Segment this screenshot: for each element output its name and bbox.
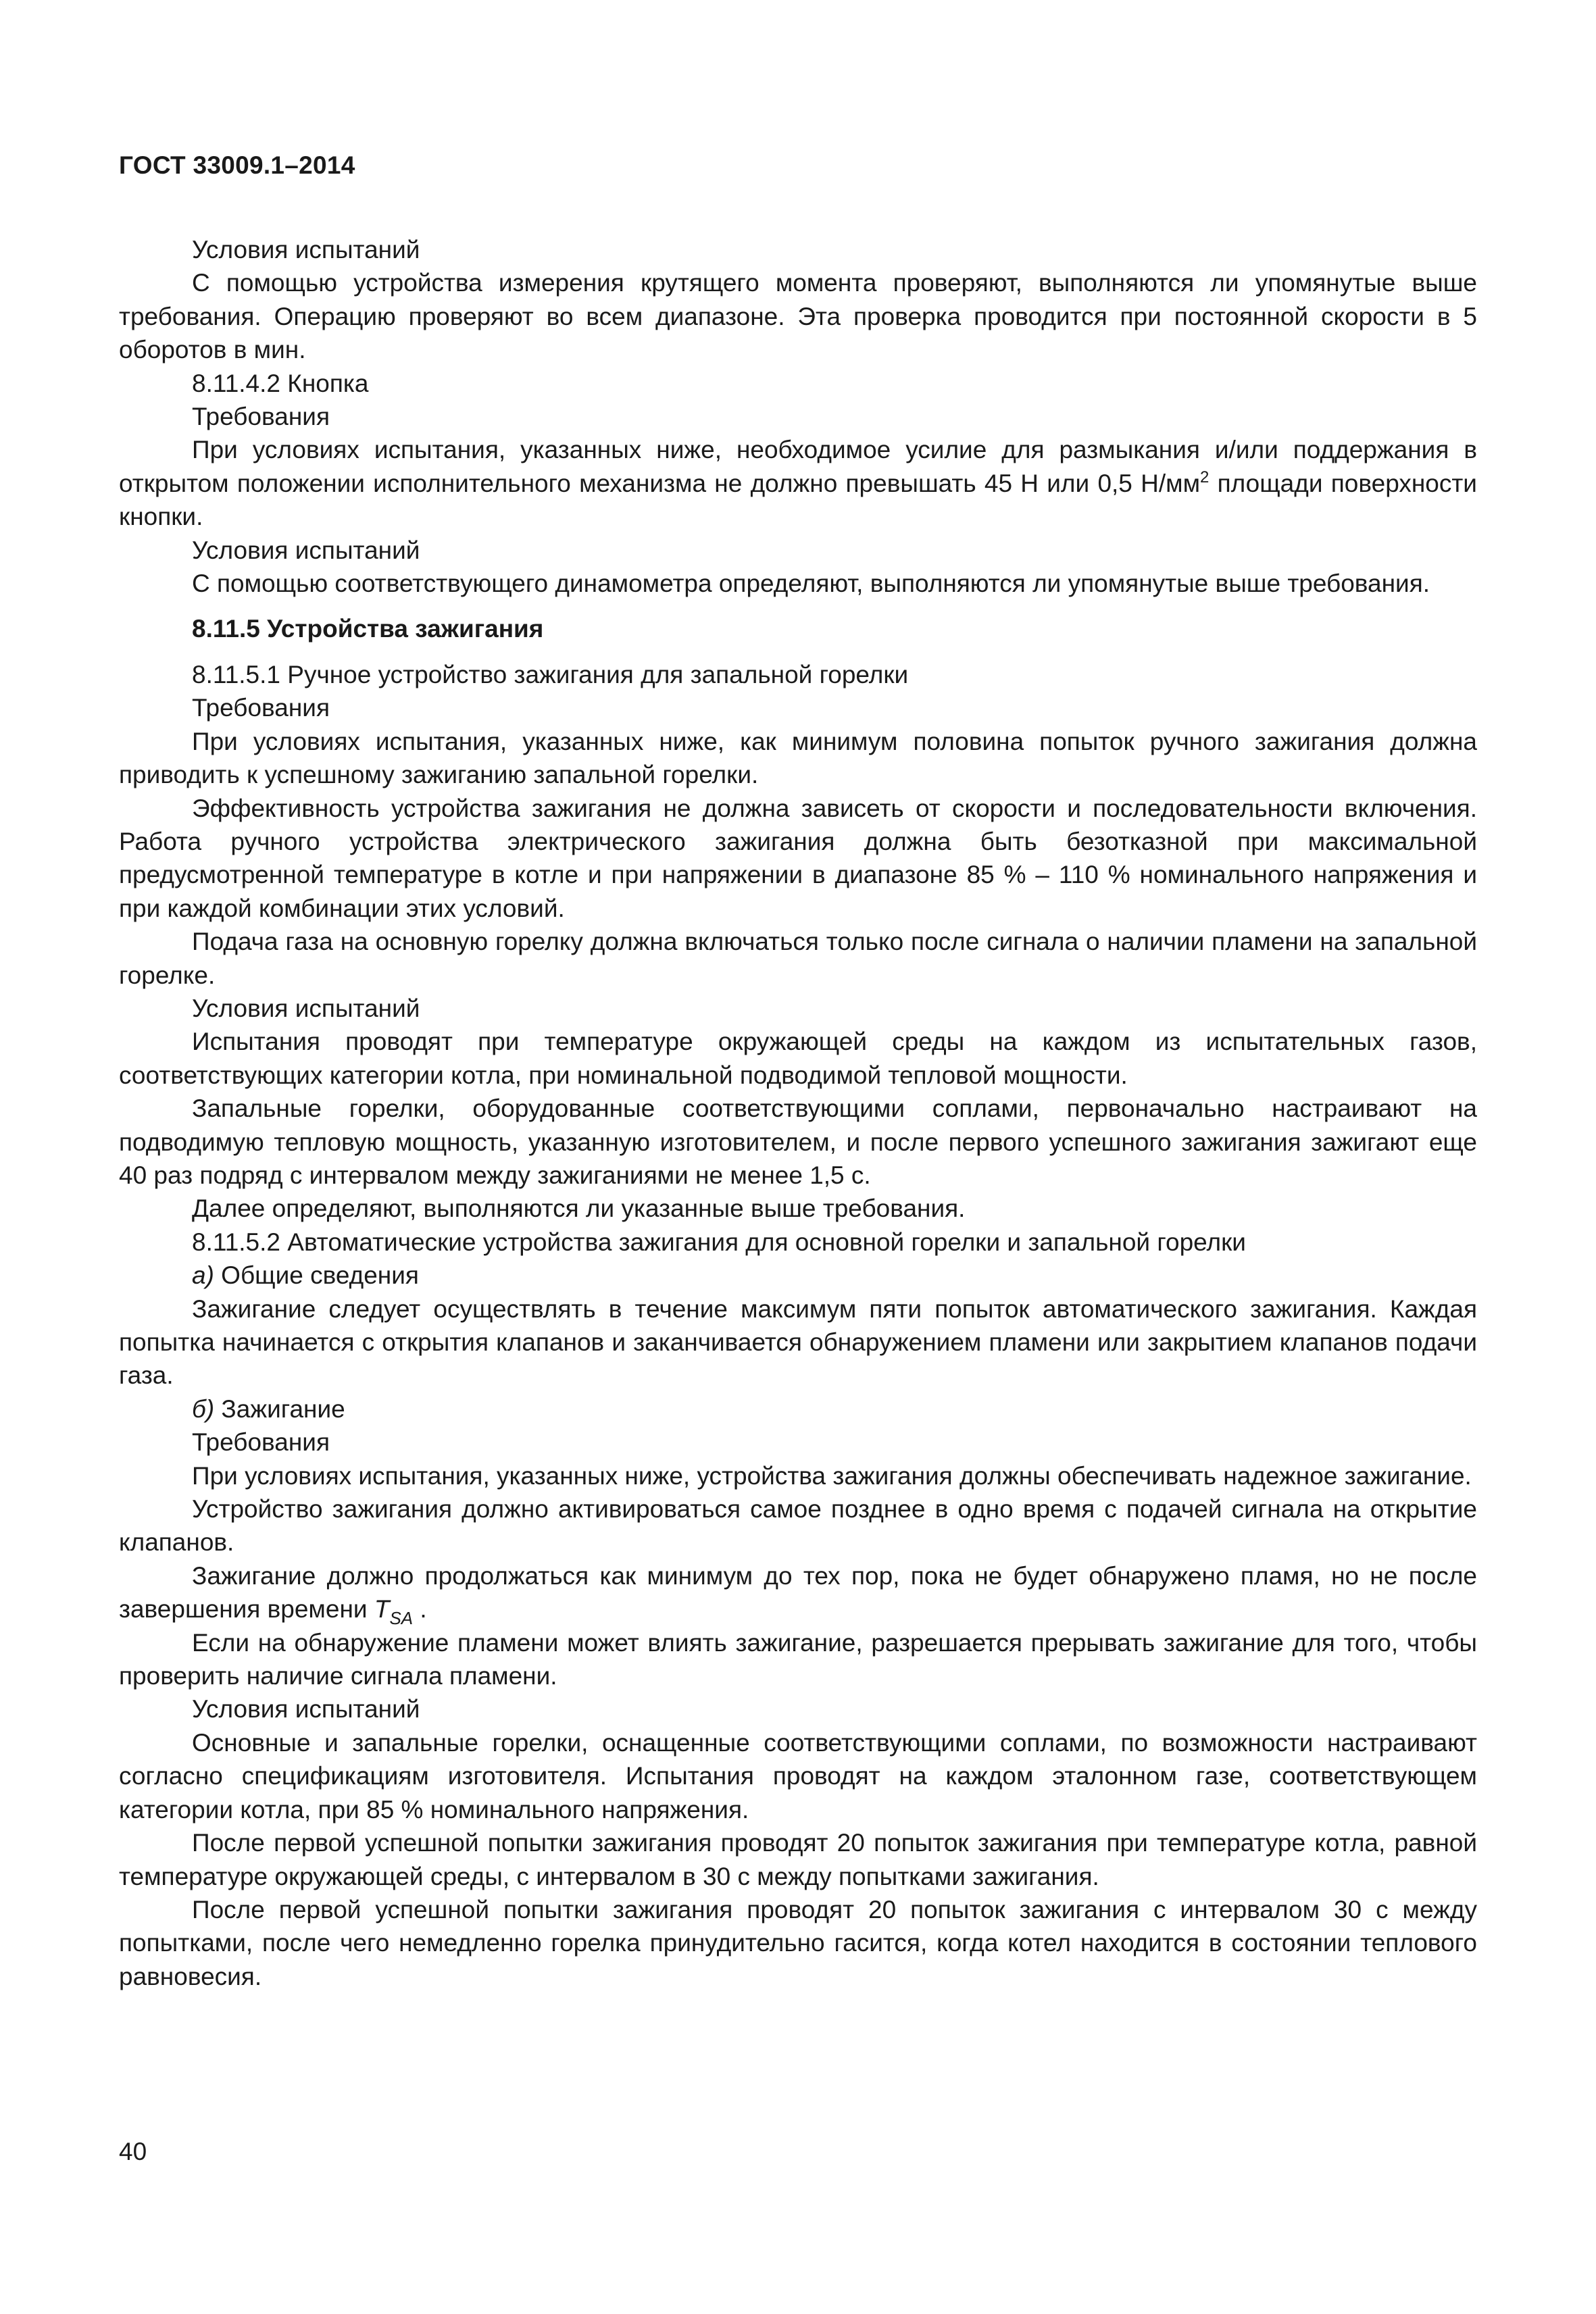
paragraph: Основные и запальные горелки, оснащенные соответствующими соплами, по возможности настраивают согласно спецификациям изготовителя. Испытания проводят на каждом эталонном газе, соответствующем категории котла, при 85 % номинального напряжения. <box>119 1728 1477 1823</box>
paragraph: Условия испытаний <box>192 1695 420 1724</box>
paragraph: Требования <box>192 1428 330 1457</box>
document-body <box>119 233 1477 1993</box>
paragraph-text: Зажигание должно продолжаться как минимум до тех пор, пока не будет обнаружено пламя, но не после завершения времени <box>119 1561 1477 1624</box>
list-item-text: Зажигание <box>214 1394 345 1423</box>
paragraph <box>119 433 1477 533</box>
paragraph: Зажигание следует осуществлять в течение максимум пяти попыток автоматического зажигания. Каждая попытка начинается с открытия клапанов и заканчивается обнаружением пламени или закрытием клапанов подачи газа. <box>119 1294 1477 1390</box>
clause-title: 8.11.5.1 Ручное устройство зажигания для запальной горелки <box>192 660 909 688</box>
paragraph: Эффективность устройства зажигания не должна зависеть от скорости и последовательности включения. Работа ручного устройства электрического зажигания должна быть безотказной при максимальной предусмотренной температуре в котле и при напряжении в диапазоне 85 % – 110 % номинального напряжения и при каждой комбинации этих условий. <box>119 794 1477 922</box>
paragraph: Если на обнаружение пламени может влиять зажигание, разрешается прерывать зажигание для того, чтобы проверить наличие сигнала пламени. <box>119 1628 1477 1690</box>
paragraph: Запальные горелки, оборудованные соответствующими соплами, первоначально настраивают на подводимую тепловую мощность, указанную изготовителем, и после первого успешного зажигания зажигают еще 40 раз подряд с интервалом между зажиганиями не менее 1,5 с. <box>119 1095 1477 1189</box>
paragraph: Условия испытаний <box>192 536 420 564</box>
paragraph: Требования <box>192 403 330 431</box>
variable-subscript: SA <box>389 1608 414 1629</box>
paragraph: После первой успешной попытки зажигания проводят 20 попыток зажигания с интервалом 30 с между попытками, после чего немедленно горелка принудительно гасится, когда котел находится в состоянии теплового равновесия. <box>119 1895 1477 1990</box>
paragraph: При условиях испытания, указанных ниже, устройства зажигания должны обеспечивать надежное зажигание. <box>192 1461 1472 1490</box>
superscript: 2 <box>1200 468 1210 486</box>
paragraph: После первой успешной попытки зажигания проводят 20 попыток зажигания при температуре котла, равной температуре окружающей среды, с интервалом в 30 с между попытками зажигания. <box>119 1829 1477 1890</box>
paragraph: Испытания проводят при температуре окружающей среды на каждом из испытательных газов, соответствующих категории котла, при номинальной подводимой тепловой мощности. <box>119 1028 1477 1089</box>
paragraph: Условия испытаний <box>192 994 420 1022</box>
paragraph <box>119 1559 1477 1629</box>
paragraph: Подача газа на основную горелку должна включаться только после сигнала о наличии пламени на запальной горелке. <box>119 928 1477 989</box>
paragraph: С помощью соответствующего динамометра определяют, выполняются ли упомянутые выше требования. <box>192 570 1430 598</box>
page-number: 40 <box>119 2138 147 2165</box>
paragraph-text: При условиях испытания, указанных ниже, необходимое усилие для размыкания и/или поддержания в открытом положении исполнительного механизма не должно превышать 45 Н или 0,5 Н/мм <box>119 436 1477 497</box>
paragraph: Устройство зажигания должно активироваться самое позднее в одно время с подачей сигнала на открытие клапанов. <box>119 1495 1477 1557</box>
paragraph-text: площади поверхности кнопки. <box>119 469 1477 531</box>
list-item-text: Общие сведения <box>214 1261 419 1290</box>
paragraph: Требования <box>192 694 330 722</box>
clause-title: 8.11.4.2 Кнопка <box>192 369 369 397</box>
list-marker: а) <box>192 1261 214 1290</box>
paragraph: При условиях испытания, указанных ниже, как минимум половина попыток ручного зажигания должна приводить к успешному зажиганию запальной горелки. <box>119 727 1477 789</box>
paragraph: Далее определяют, выполняются ли указанные выше требования. <box>192 1194 966 1223</box>
paragraph: Условия испытаний <box>192 236 420 263</box>
variable-symbol: T <box>374 1595 390 1624</box>
list-item <box>119 1392 1477 1426</box>
paragraph: С помощью устройства измерения крутящего момента проверяют, выполняются ли упомянутые выше требования. Операцию проверяют во всем диапазоне. Эта проверка проводится при постоянной скорости в 5 оборотов в мин. <box>119 269 1477 364</box>
section-heading: 8.11.5 Устройства зажигания <box>192 615 544 643</box>
list-marker: б) <box>192 1394 215 1423</box>
clause-title: 8.11.5.2 Автоматические устройства зажигания для основной горелки и запальной горелки <box>192 1228 1246 1256</box>
list-item <box>119 1259 1477 1292</box>
paragraph-text: . <box>413 1595 427 1624</box>
document-code-header: ГОСТ 33009.1–2014 <box>119 151 355 179</box>
